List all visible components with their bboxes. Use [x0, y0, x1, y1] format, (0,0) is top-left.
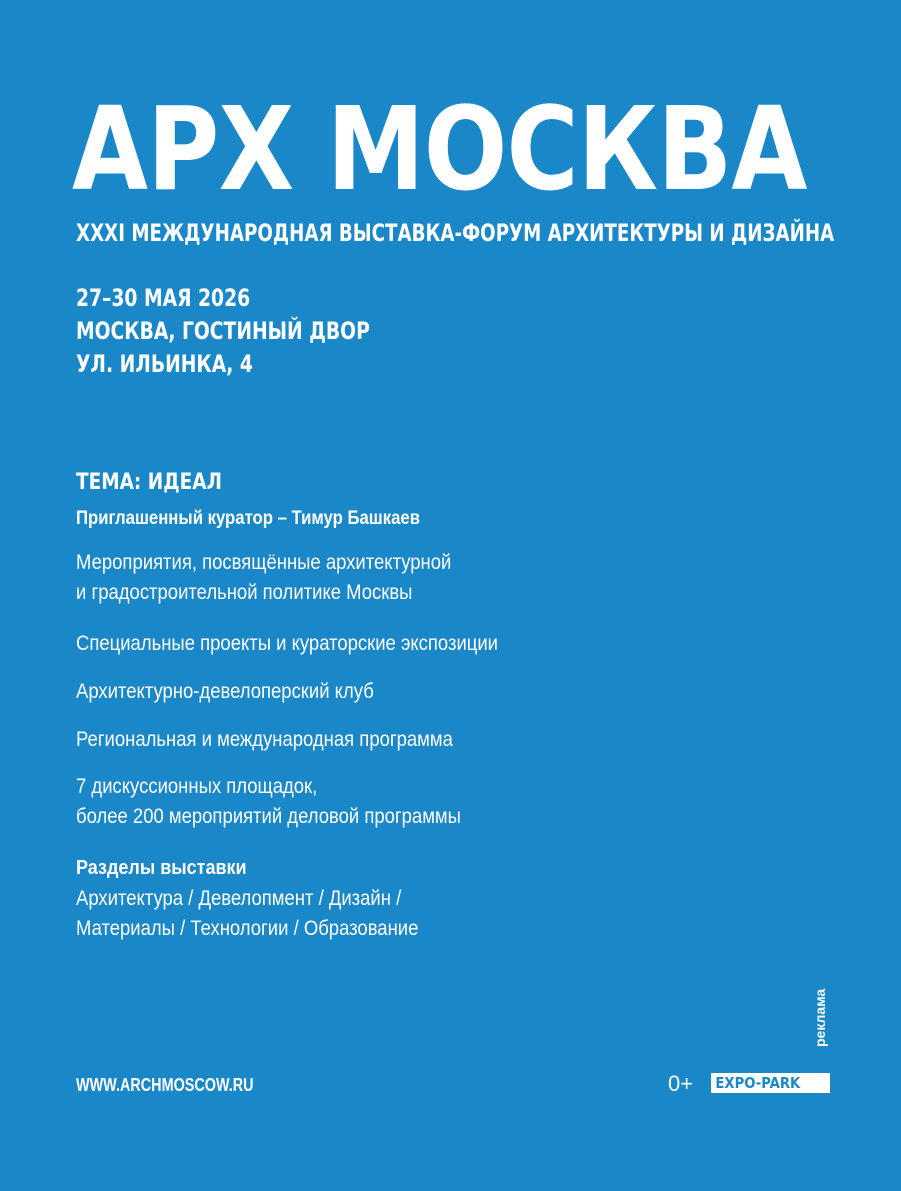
program-curator: Приглашенный куратор – Тимур Башкаев [76, 508, 420, 529]
program-item [76, 772, 461, 832]
poster-title: АРХ МОСКВА [72, 83, 807, 217]
event-venue: МОСКВА, ГОСТИНЫЙ ДВОР [76, 317, 370, 345]
expo-park-logo-text: EXPO-PARK [715, 1074, 801, 1092]
program-item-line: Региональная и международная программа [76, 728, 453, 751]
program-theme: ТЕМА: ИДЕАЛ [76, 470, 222, 495]
event-dates: 27–30 МАЯ 2026 [76, 284, 251, 312]
program-item-line: Мероприятия, посвящённые архитектурной [76, 551, 452, 574]
program-item [76, 677, 374, 707]
program-item-line: более 200 мероприятий деловой программы [76, 805, 461, 828]
expo-park-logo [711, 1073, 830, 1093]
program-item-line: Архитектурно-девелоперский клуб [76, 680, 374, 703]
sections-heading: Разделы выставки [76, 857, 247, 879]
sections-line: Архитектура / Девелопмент / Дизайн / [76, 887, 402, 910]
sections-list [76, 884, 418, 944]
program-item-line: Специальные проекты и кураторские экспозиции [76, 632, 499, 655]
poster-subtitle: XXXI МЕЖДУНАРОДНАЯ ВЫСТАВКА-ФОРУМ АРХИТЕКТУРЫ И ДИЗАЙНА [76, 219, 835, 247]
program-item [76, 629, 498, 659]
program-item-line: 7 дискуссионных площадок, [76, 775, 318, 798]
age-rating: 0+ [668, 1071, 694, 1096]
event-address: УЛ. ИЛЬИНКА, 4 [76, 350, 253, 378]
program-item [76, 725, 453, 755]
event-info [76, 282, 370, 381]
sections-line: Материалы / Технологии / Образование [76, 917, 419, 940]
program-item-line: и градостроительной политике Москвы [76, 581, 413, 604]
website-link[interactable]: WWW.ARCHMOSCOW.RU [76, 1075, 254, 1095]
program-item [76, 548, 451, 608]
ad-label: реклама [812, 988, 828, 1047]
